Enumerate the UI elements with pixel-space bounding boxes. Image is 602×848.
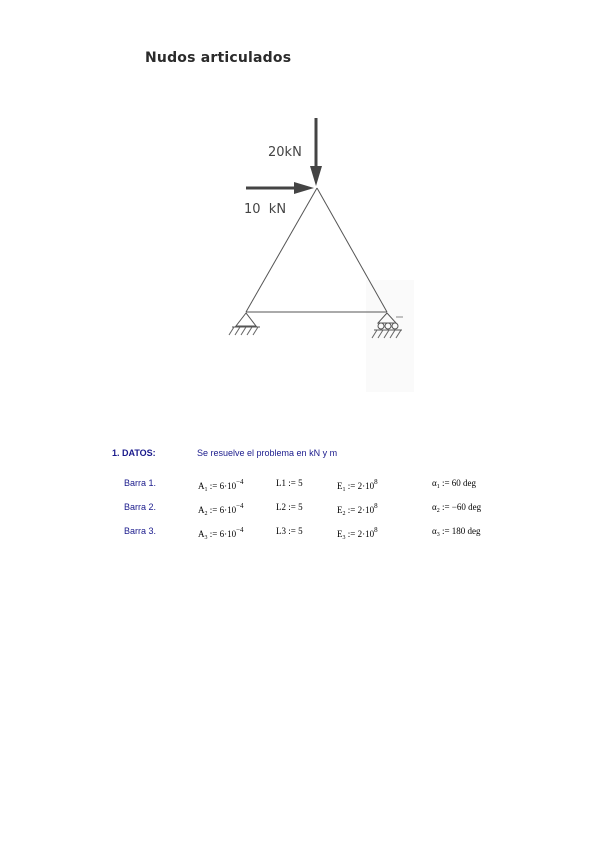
modulus-definition: $E_3$ := $2\cdot 10^8$ xyxy=(337,526,378,541)
horizontal-force-arrow xyxy=(246,182,314,194)
length-definition: L3 := 5 xyxy=(276,526,303,536)
angle-definition: $\alpha_2$ := −60 deg xyxy=(432,502,482,514)
bar-row-1 xyxy=(0,476,602,492)
area-definition: $A_1$ := $6\cdot 10^{-4}$ xyxy=(198,478,244,493)
modulus-definition: $E_2$ := $2\cdot 10^8$ xyxy=(337,502,378,517)
area-definition: $A_2$ := $6\cdot 10^{-4}$ xyxy=(198,502,244,517)
force-horizontal-label: 10 kN xyxy=(244,202,287,217)
modulus-definition: $E_1$ := $2\cdot 10^8$ xyxy=(337,478,378,493)
angle-definition: $\alpha_1$ := 60 deg xyxy=(432,478,477,490)
force-vertical-label: 20kN xyxy=(268,145,302,160)
length-definition: L2 := 5 xyxy=(276,502,303,512)
units-note: Se resuelve el problema en kN y m xyxy=(197,448,338,458)
page-title: Nudos articulados xyxy=(145,50,292,66)
bar-label: Barra 3. xyxy=(124,526,157,536)
bar-row-2 xyxy=(0,500,602,516)
section-heading-datos: 1. DATOS: xyxy=(112,448,156,458)
truss-diagram xyxy=(220,110,420,400)
bar-row-3 xyxy=(0,524,602,540)
area-definition: $A_3$ := $6\cdot 10^{-4}$ xyxy=(198,526,244,541)
bar-2 xyxy=(317,188,387,312)
length-definition: L1 := 5 xyxy=(276,478,303,488)
vertical-force-arrow xyxy=(310,118,322,186)
bar-label: Barra 1. xyxy=(124,478,157,488)
angle-definition: $\alpha_3$ := 180 deg xyxy=(432,526,481,538)
pin-support-icon xyxy=(229,313,260,335)
bar-label: Barra 2. xyxy=(124,502,157,512)
